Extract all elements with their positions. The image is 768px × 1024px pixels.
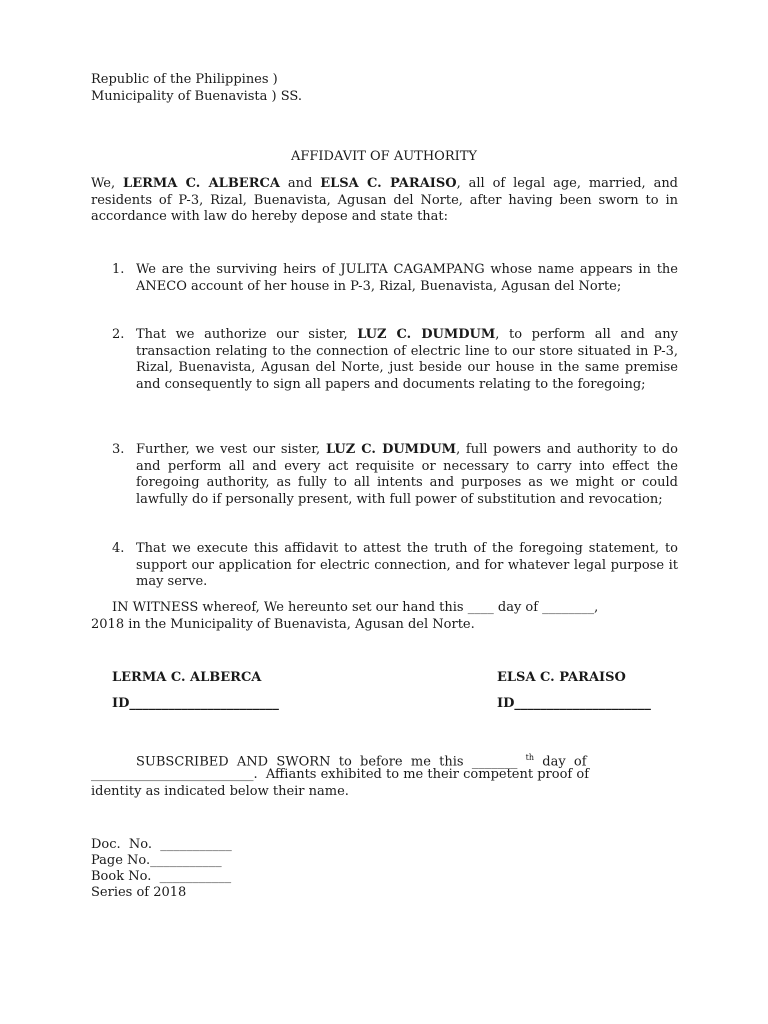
venue-header (91, 72, 491, 105)
jurat-line-1a: SUBSCRIBED AND SWORN to before me this _______ (136, 754, 518, 770)
intro-and: and (287, 176, 313, 191)
book-number: Book No. ___________ (91, 869, 232, 884)
document-title: AFFIDAVIT OF AUTHORITY (290, 149, 478, 164)
signatory-left-id: ID_______________________ (112, 696, 279, 711)
venue-municipality: Municipality of Buenavista ) SS. (91, 88, 302, 104)
authorized-name: LUZ C. DUMDUM (357, 327, 496, 342)
item-2-after: , to perform all and any transaction relating to the connection of electric line to our store situated in P-3, Rizal, Buenavista, Agusan del Norte, just beside our house in the same premise and consequently to sign all papers and documents relating to the foregoing; (136, 327, 678, 392)
item-3-after: , full powers and authority to do and perform all and every act requisite or necessary to carry into effect the foregoing authority, as fully to all intents and purposes as we might or could lawfully do if personally present, with full power of substitution and revocation; (136, 442, 679, 507)
jurat-line-3: identity as indicated below their name. (91, 784, 349, 799)
jurat-superscript: th (525, 753, 534, 762)
item-1-text: We are the surviving heirs of JULITA CAGAMPANG whose name appears in the ANECO account of her house in P-3, Rizal, Buenavista, Agusan del Norte; (136, 262, 678, 294)
jurat-line-1b: day of (542, 754, 587, 770)
item-2-number: 2. (112, 327, 125, 342)
item-3-number: 3. (112, 442, 125, 457)
item-2-text (136, 327, 678, 393)
doc-number: Doc. No. ___________ (91, 837, 232, 852)
signatory-right-id: ID_____________________ (497, 696, 651, 711)
affiant-name-2: ELSA C. PARAISO (320, 176, 457, 191)
item-3-text (136, 442, 678, 508)
signatory-right-name: ELSA C. PARAISO (497, 670, 626, 685)
venue-republic: Republic of the Philippines ) (91, 72, 278, 87)
witness-line-1: IN WITNESS whereof, We hereunto set our hand this ____ day of ________, (112, 600, 599, 615)
item-4-text: That we execute this affidavit to attest the truth of the foregoing statement, to support our application for electric connection, and for whatever legal purpose it may serve. (136, 541, 678, 589)
jurat-line-2: _________________________. Affiants exhibited to me their competent proof of (91, 767, 590, 782)
item-4-number: 4. (112, 541, 125, 556)
intro-rest: , all of legal age, married, and residents of P-3, Rizal, Buenavista, Agusan del Norte, after having been sworn to in accordance with law do hereby depose and state that: (91, 176, 679, 224)
item-1-number: 1. (112, 262, 125, 277)
item-3-before: Further, we vest our sister, (136, 442, 321, 457)
signatory-left-name: LERMA C. ALBERCA (112, 670, 262, 685)
item-2-before: That we authorize our sister, (136, 327, 348, 342)
intro-paragraph (91, 176, 678, 226)
series-year: Series of 2018 (91, 885, 187, 900)
page-number: Page No.___________ (91, 853, 222, 868)
witness-line-2: 2018 in the Municipality of Buenavista, Agusan del Norte. (91, 617, 475, 632)
affiant-name-1: LERMA C. ALBERCA (123, 176, 280, 191)
intro-we: We, (91, 176, 116, 191)
authorized-name: LUZ C. DUMDUM (325, 442, 457, 457)
